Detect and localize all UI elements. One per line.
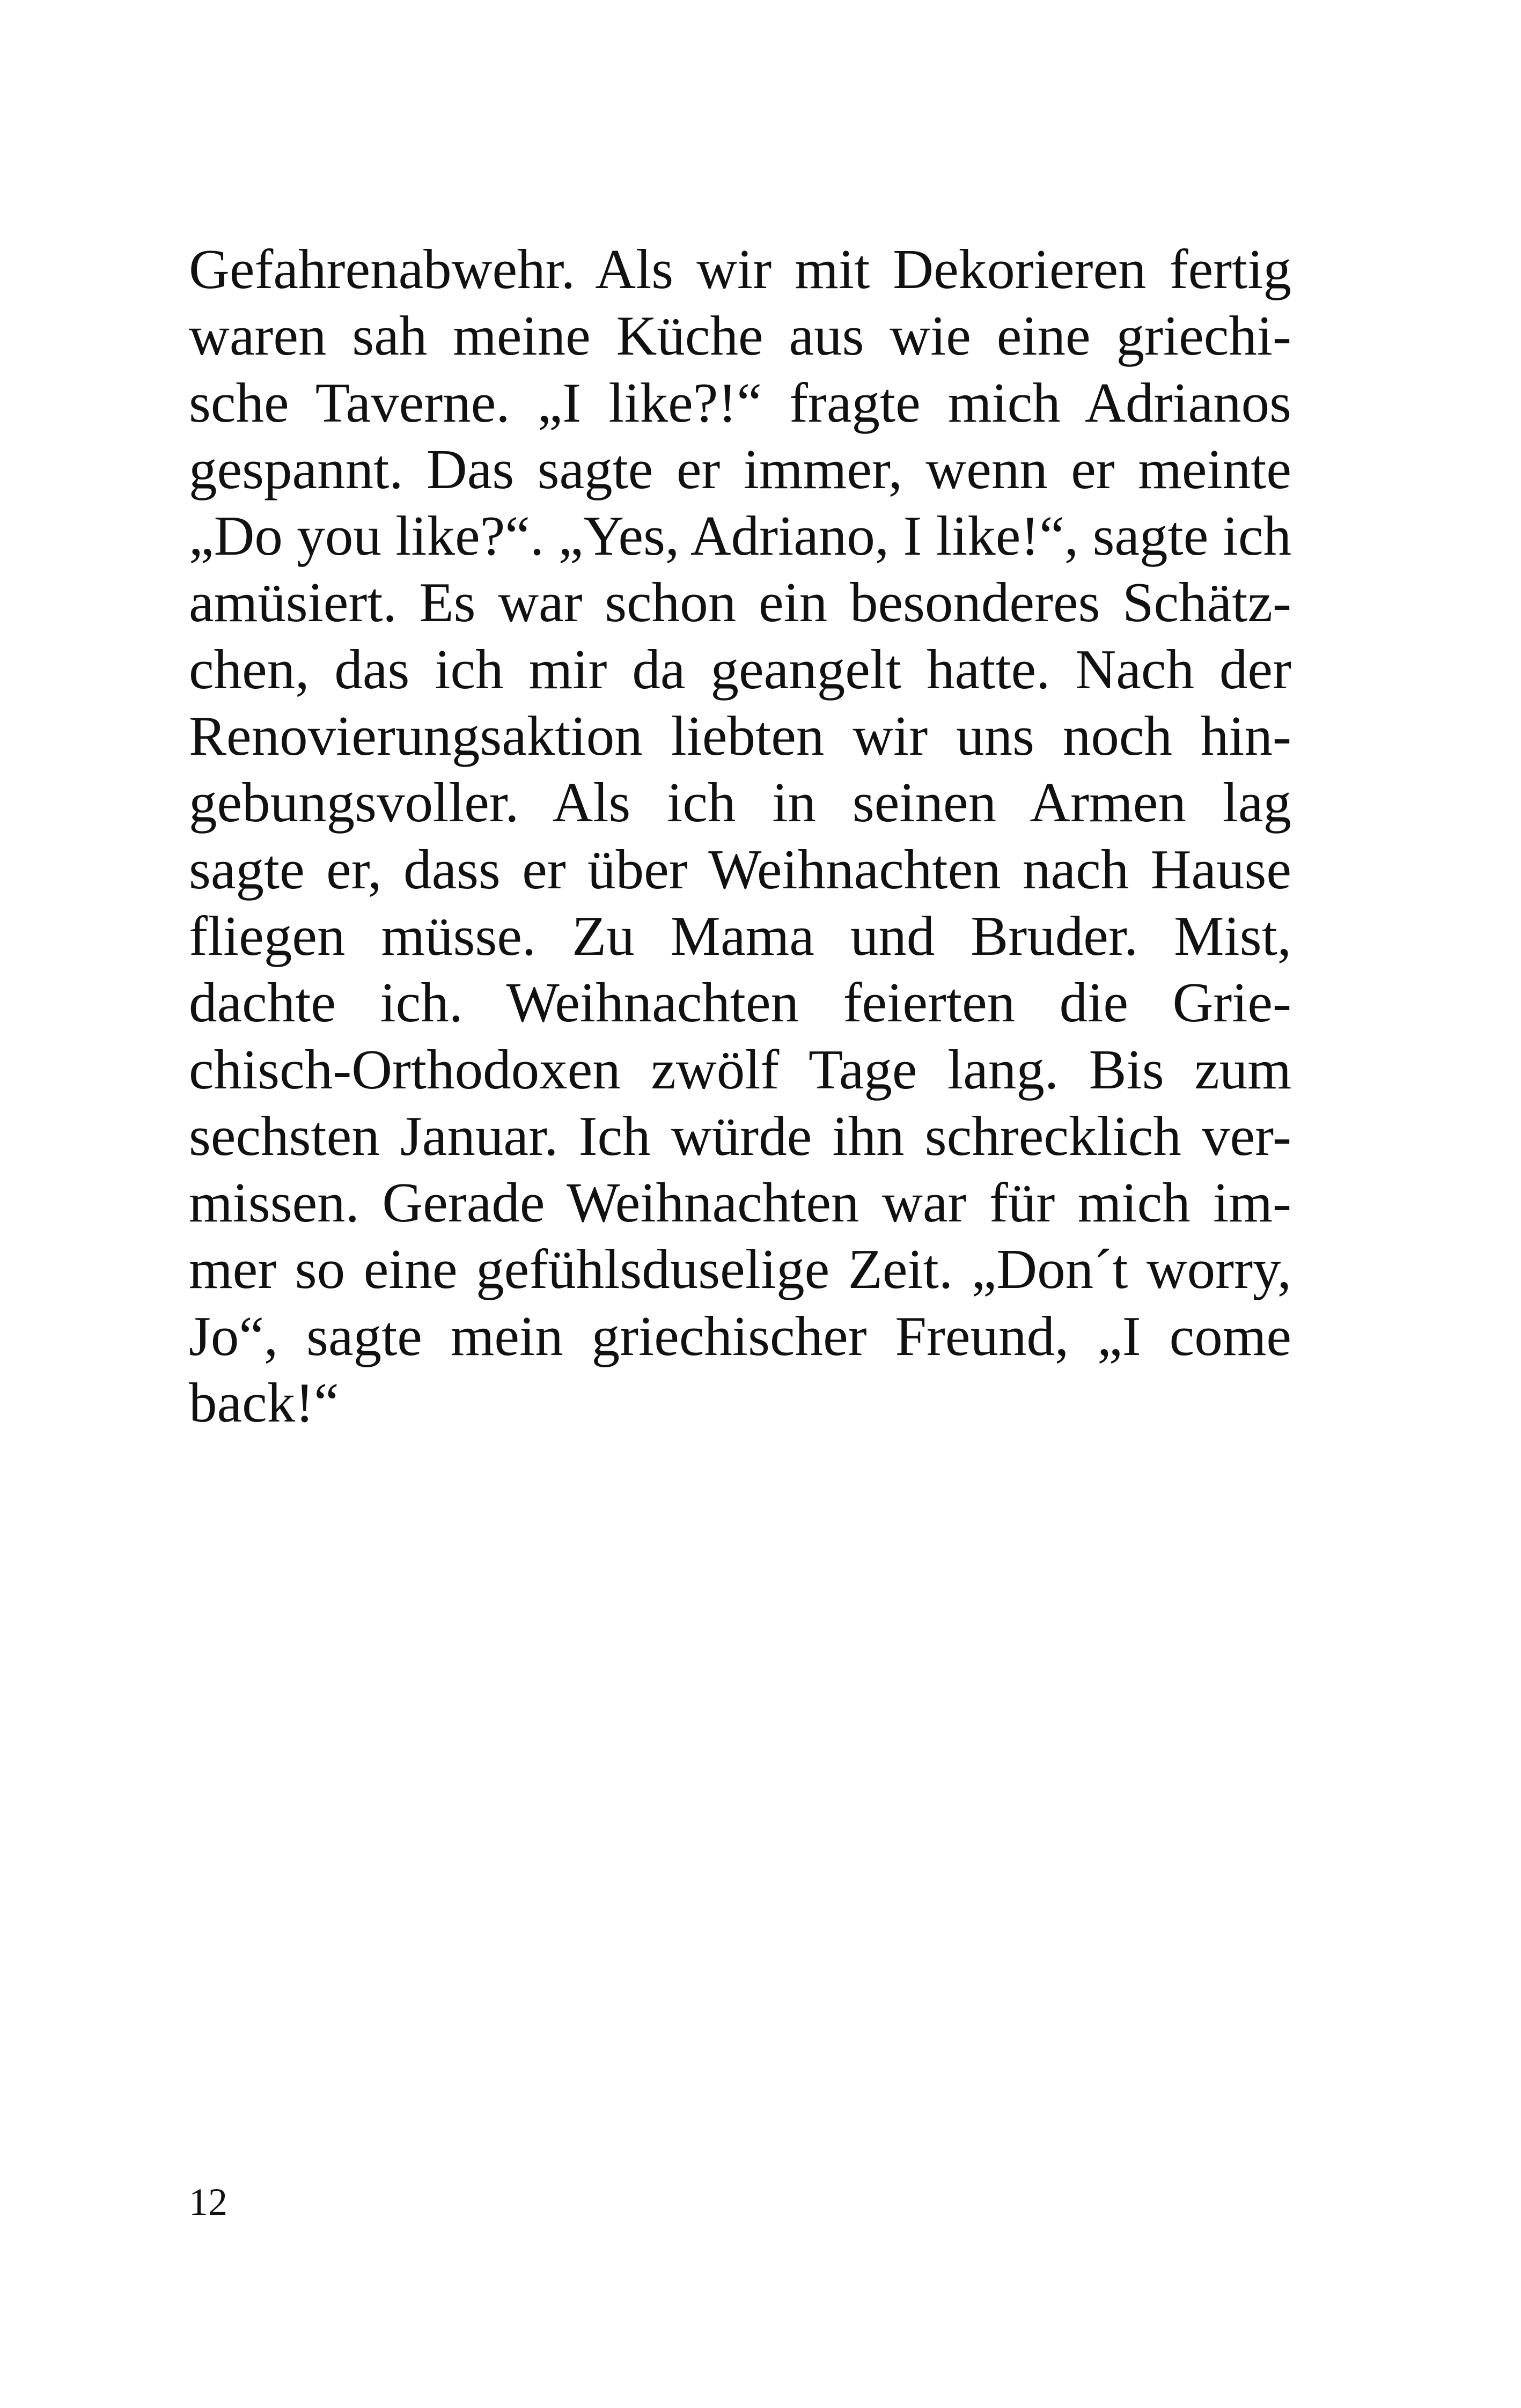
text-line: dachte ich. Weihnachten feierten die Grie- [189, 971, 1291, 1034]
text-line: Gefahrenabwehr. Als wir mit Dekorieren fertig [189, 238, 1291, 300]
text-line: Jo“, sagte mein griechischer Freund, „I come [189, 1304, 1291, 1367]
text-line: „Do you like?“. „Yes, Adriano, I like!“, sagte ich [189, 504, 1291, 568]
text-line: waren sah meine Küche aus wie eine griechi- [189, 304, 1291, 367]
text-line: Renovierungsaktion liebten wir uns noch hin- [189, 704, 1291, 768]
text-line: chisch-Orthodoxen zwölf Tage lang. Bis zum [189, 1037, 1291, 1101]
text-line: gespannt. Das sagte er immer, wenn er meinte [189, 437, 1291, 500]
text-line: sche Taverne. „I like?!“ fragte mich Adrianos [189, 371, 1291, 434]
text-line: fliegen müsse. Zu Mama und Bruder. Mist, [189, 904, 1291, 967]
body-text [189, 236, 1291, 1436]
text-line: sechsten Januar. Ich würde ihn schrecklich ver- [189, 1104, 1291, 1167]
text-line: amüsiert. Es war schon ein besonderes Schätz- [189, 571, 1291, 634]
page-number: 12 [189, 2181, 227, 2223]
text-line: back!“ [189, 1371, 339, 1434]
text-line: mer so eine gefühlsduselige Zeit. „Don´t worry, [189, 1238, 1291, 1301]
text-line: missen. Gerade Weihnachten war für mich im- [189, 1171, 1291, 1234]
text-line: sagte er, dass er über Weihnachten nach Hause [189, 837, 1291, 901]
text-line: gebungsvoller. Als ich in seinen Armen lag [189, 771, 1291, 834]
text-line: chen, das ich mir da geangelt hatte. Nach der [189, 637, 1291, 701]
